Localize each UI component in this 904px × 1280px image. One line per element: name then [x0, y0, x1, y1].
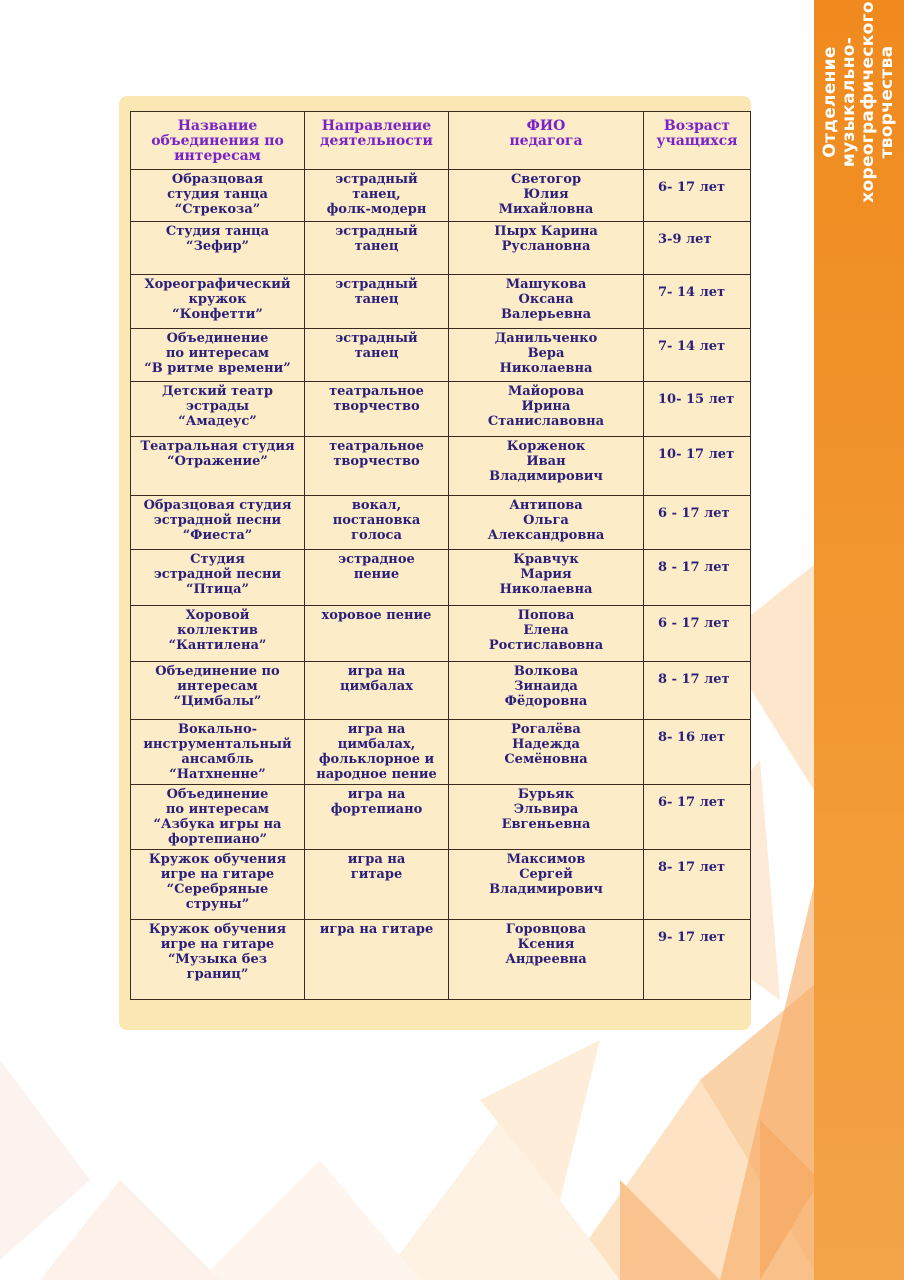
- table-row: [131, 329, 751, 382]
- table-row: [131, 496, 751, 550]
- group-name-cell: Студия эстрадной песни “Птица”: [131, 550, 305, 606]
- group-name-cell: Объединение по интересам “Азбука игры на фортепиано”: [131, 785, 305, 850]
- table-row: [131, 662, 751, 720]
- table-row: [131, 382, 751, 437]
- activity-cell: эстрадный танец: [305, 275, 449, 329]
- table-row: [131, 550, 751, 606]
- activity-cell: игра на цимбалах: [305, 662, 449, 720]
- group-name-cell: Образцовая студия танца “Стрекоза”: [131, 170, 305, 222]
- activity-cell: театральное творчество: [305, 437, 449, 496]
- header-cell: Направление деятельности: [305, 112, 449, 170]
- age-cell: 8 - 17 лет: [644, 550, 751, 606]
- header-cell: ФИО педагога: [449, 112, 644, 170]
- group-name-cell: Вокально- инструментальный ансамбль “Натхненне”: [131, 720, 305, 785]
- teacher-cell: Попова Елена Ростиславовна: [449, 606, 644, 662]
- teacher-cell: Горовцова Ксения Андреевна: [449, 920, 644, 1000]
- teacher-cell: Волкова Зинаида Фёдоровна: [449, 662, 644, 720]
- age-cell: 7- 14 лет: [644, 329, 751, 382]
- activity-cell: игра на фортепиано: [305, 785, 449, 850]
- teacher-cell: Машукова Оксана Валерьевна: [449, 275, 644, 329]
- table-row: [131, 606, 751, 662]
- group-name-cell: Образцовая студия эстрадной песни “Фиеста”: [131, 496, 305, 550]
- activity-cell: эстрадный танец: [305, 222, 449, 275]
- table-row: [131, 437, 751, 496]
- age-cell: 10- 15 лет: [644, 382, 751, 437]
- age-cell: 7- 14 лет: [644, 275, 751, 329]
- group-name-cell: Хоровой коллектив “Кантилена”: [131, 606, 305, 662]
- table-row: [131, 275, 751, 329]
- group-name-cell: Кружок обучения игре на гитаре “Серебряные струны”: [131, 850, 305, 920]
- teacher-cell: Данильченко Вера Николаевна: [449, 329, 644, 382]
- table-row: [131, 170, 751, 222]
- activity-cell: театральное творчество: [305, 382, 449, 437]
- age-cell: 8- 17 лет: [644, 850, 751, 920]
- table-row: [131, 720, 751, 785]
- group-name-cell: Объединение по интересам “В ритме времени”: [131, 329, 305, 382]
- teacher-cell: Антипова Ольга Александровна: [449, 496, 644, 550]
- age-cell: 8- 16 лет: [644, 720, 751, 785]
- group-name-cell: Хореографический кружок “Конфетти”: [131, 275, 305, 329]
- department-title: Отделение музыкально- хореографического творчества: [820, 1, 897, 203]
- teacher-cell: Майорова Ирина Станиславовна: [449, 382, 644, 437]
- header-cell: Возраст учащихся: [644, 112, 751, 170]
- teacher-cell: Пырх Карина Руслановна: [449, 222, 644, 275]
- table-row: [131, 920, 751, 1000]
- age-cell: 10- 17 лет: [644, 437, 751, 496]
- activity-cell: игра на гитаре: [305, 850, 449, 920]
- teacher-cell: Максимов Сергей Владимирович: [449, 850, 644, 920]
- table-row: [131, 785, 751, 850]
- age-cell: 9- 17 лет: [644, 920, 751, 1000]
- schedule-table: [130, 111, 751, 1000]
- age-cell: 8 - 17 лет: [644, 662, 751, 720]
- group-name-cell: Студия танца “Зефир”: [131, 222, 305, 275]
- activity-cell: эстрадное пение: [305, 550, 449, 606]
- age-cell: 6 - 17 лет: [644, 606, 751, 662]
- group-name-cell: Объединение по интересам “Цимбалы”: [131, 662, 305, 720]
- group-name-cell: Театральная студия “Отражение”: [131, 437, 305, 496]
- group-name-cell: Кружок обучения игре на гитаре “Музыка без границ”: [131, 920, 305, 1000]
- table-row: [131, 222, 751, 275]
- activity-cell: игра на гитаре: [305, 920, 449, 1000]
- age-cell: 6- 17 лет: [644, 170, 751, 222]
- activity-cell: хоровое пение: [305, 606, 449, 662]
- side-title: [814, 0, 904, 203]
- group-name-cell: Детский театр эстрады “Амадеус”: [131, 382, 305, 437]
- teacher-cell: Рогалёва Надежда Семёновна: [449, 720, 644, 785]
- activity-cell: эстрадный танец: [305, 329, 449, 382]
- activity-cell: вокал, постановка голоса: [305, 496, 449, 550]
- age-cell: 3-9 лет: [644, 222, 751, 275]
- teacher-cell: Светогор Юлия Михайловна: [449, 170, 644, 222]
- header-cell: Название объединения по интересам: [131, 112, 305, 170]
- teacher-cell: Бурьяк Эльвира Евгеньевна: [449, 785, 644, 850]
- teacher-cell: Корженок Иван Владимирович: [449, 437, 644, 496]
- activity-cell: игра на цимбалах, фольклорное и народное пение: [305, 720, 449, 785]
- teacher-cell: Кравчук Мария Николаевна: [449, 550, 644, 606]
- age-cell: 6 - 17 лет: [644, 496, 751, 550]
- age-cell: 6- 17 лет: [644, 785, 751, 850]
- table-row: [131, 850, 751, 920]
- activity-cell: эстрадный танец, фолк-модерн: [305, 170, 449, 222]
- table-header-row: [131, 112, 751, 170]
